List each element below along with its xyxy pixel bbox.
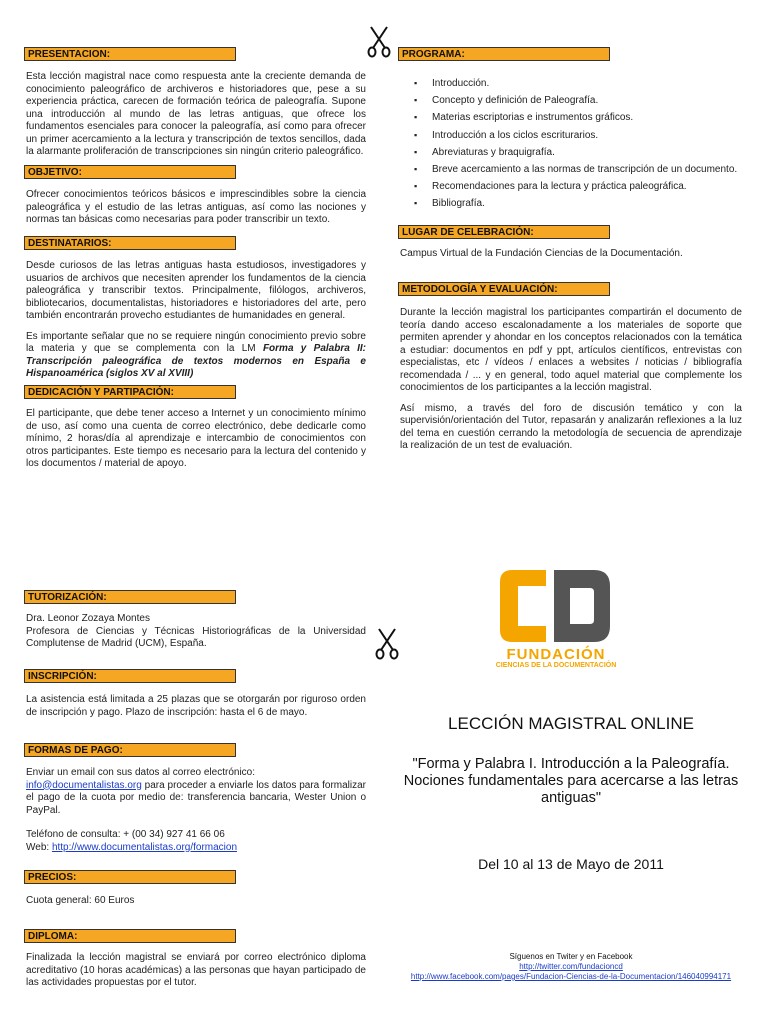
destinatarios-header: DESTINATARIOS:: [24, 236, 236, 250]
programa-item: ▪ Recomendaciones para la lectura y práctica paleográfica.: [398, 178, 748, 195]
social-block: [398, 952, 744, 982]
pago-after-email: para proceder a enviarle los datos para formalizar el pago de la cuota por medio de: transferencia bancaria, Wester Union o PayPal.: [26, 779, 366, 816]
programa-item: ▪ Introducción.: [398, 75, 748, 92]
metodologia-paragraph: Durante la lección magistral los participantes compartirán el documento de teoría dando acceso escalonadamente a los materiales de soporte que permiten aprender y ahondar en los conceptos relacionados con la temática a estudiar: documentos en pdf y ppt, artículos científicos, entrevistas con especialistas, etc / vídeos / enlaces a websites / noticias / bibliografía recomendada / ... y en general, todo aquel material que complemente los conocimientos de los participantes a la lección magistral.: [400, 307, 742, 393]
programa-header: PROGRAMA:: [398, 47, 610, 61]
programa-item: ▪ Bibliografía.: [398, 195, 748, 212]
diploma-text: Finalizada la lección magistral se enviará por correo electrónico diploma acreditativo (10 horas académicas) a las personas que hayan participado de las actividades propuestas por el tutor.: [26, 952, 366, 988]
course-dates: Del 10 al 13 de Mayo de 2011: [478, 856, 664, 872]
inscripcion-header: INSCRIPCIÓN:: [24, 669, 236, 683]
objetivo-text: Ofrecer conocimientos teóricos básicos e imprescindibles sobre la ciencia paleográfica y el estudio de las letras antiguas, así como las nociones y normas tan básicas como necesarias para poder transcribir un texto.: [26, 189, 366, 225]
tutor-name: Dra. Leonor Zozaya Montes: [26, 613, 150, 624]
tutorizacion-header: TUTORIZACIÓN:: [24, 590, 236, 604]
web-link[interactable]: http://www.documentalistas.org/formacion: [51, 841, 238, 853]
presentacion-text: Esta lección magistral nace como respuesta ante la creciente demanda de conocimiento paleográfico de archiveros e historiadores que, pese a su experiencia práctica, carecen de formación teórica de paleografía. Supone una introducción al mundo de las letras antiguas, que ofrece los fundamentos esenciales para conocer la paleografía, así como para ofrecer un primer acercamiento a la lectura y transcripción de textos sencillos, dada la alarmante proliferación de transcripciones sin ningún criterio paleográfico.: [26, 71, 366, 157]
destinatarios-paragraph: Desde curiosos de las letras antiguas hasta estudiosos, investigadores y usuarios de archivos que necesiten aprender los fundamentos de la ciencia paleográfica y transcribir textos. Principalmente, filólogos, archiveros, bibliotecarios, documentalistas, historiadores e historiadores del arte, pero también encontrarán provecho estudiantes de humanidades en general.: [26, 260, 366, 321]
fundacion-logo: [498, 568, 614, 644]
web-line: [26, 842, 366, 855]
twitter-link[interactable]: http://twitter.com/fundacioncd: [519, 962, 623, 971]
course-title: LECCIÓN MAGISTRAL ONLINE: [448, 714, 694, 733]
programa-item: ▪ Breve acercamiento a las normas de transcripción de un documento.: [398, 161, 748, 178]
tutor-description: Profesora de Ciencias y Técnicas Historiográficas de la Universidad Complutense de Madrid (UCM), España.: [26, 625, 366, 649]
objetivo-header: OBJETIVO:: [24, 165, 236, 179]
dedicacion-text: El participante, que debe tener acceso a Internet y un conocimiento mínimo de uso, así como una cuenta de correo electrónico, debe dedicarle como mínimo, 2 horas/día al aprendizaje e intercambio de conocimientos con otros participantes. Este tiempo es necesario para la lectura del contenido y los documentos / material de apoyo.: [26, 408, 366, 469]
inscripcion-text: La asistencia está limitada a 25 plazas que se otorgarán por riguroso orden de inscripción y pago. Plazo de inscripción: hasta el 6 de mayo.: [26, 694, 366, 718]
programa-item: ▪ Abreviaturas y braquigrafía.: [398, 144, 748, 161]
scissors-icon: [374, 626, 400, 660]
programa-list: [398, 75, 748, 213]
precios-text: Cuota general: 60 Euros: [26, 895, 135, 906]
scissors-icon: [366, 24, 392, 58]
presentacion-header: PRESENTACION:: [24, 47, 236, 61]
web-label: Web:: [26, 841, 52, 853]
pago-text: [26, 767, 366, 854]
metodologia-header: METODOLOGÍA Y EVALUACIÓN:: [398, 282, 610, 296]
pago-instructions: [26, 780, 366, 818]
destinatarios-text: [26, 260, 366, 381]
logo-subtitle: CIENCIAS DE LA DOCUMENTACIÓN: [495, 662, 617, 669]
metodologia-paragraph: Así mismo, a través del foro de discusión temático y con la supervisión/orientación del Tutor, repasarán y analizarán reflexiones a la luz del tema en cuestión cerrando la metodología de secuencia de aprendizaje la realización de un test de evaluación.: [400, 402, 742, 451]
social-label: Síguenos en Twiter y en Facebook: [509, 952, 633, 961]
programa-item: ▪ Introducción a los ciclos escriturarios.: [398, 127, 748, 144]
lugar-header: LUGAR DE CELEBRACIÓN:: [398, 225, 610, 239]
programa-item: ▪ Materias escriptorias e instrumentos gráficos.: [398, 109, 748, 126]
note-prefix: Es importante señalar que no se requiere ningún conocimiento previo sobre la materia y que se complementa con la LM: [26, 330, 366, 354]
destinatarios-note: [26, 331, 366, 381]
facebook-link[interactable]: http://www.facebook.com/pages/Fundacion-Ciencias-de-la-Documentacion/146040994171: [410, 972, 732, 981]
tutorizacion-text: [26, 613, 366, 651]
email-link[interactable]: info@documentalistas.org: [26, 779, 142, 791]
pago-line1: Enviar un email con sus datos al correo electrónico:: [26, 767, 256, 778]
pago-header: FORMAS DE PAGO:: [24, 743, 236, 757]
logo-name: FUNDACIÓN: [506, 646, 606, 663]
programa-item: ▪ Concepto y definición de Paleografía.: [398, 92, 748, 109]
precios-header: PRECIOS:: [24, 870, 236, 884]
diploma-header: DIPLOMA:: [24, 929, 236, 943]
course-subtitle: "Forma y Palabra I. Introducción a la Paleografía. Nociones fundamentales para acercarse a las letras antiguas": [403, 756, 739, 806]
dedicacion-header: DEDICACIÓN Y PARTIPACIÓN:: [24, 385, 236, 399]
metodologia-text: [400, 307, 742, 453]
related-course-title: Forma y Palabra II: Transcripción paleográfica de textos modernos en España e Hispanoamérica (siglos XV al XVIII): [26, 343, 366, 379]
lugar-text: Campus Virtual de la Fundación Ciencias de la Documentación.: [400, 248, 683, 259]
telefono: Teléfono de consulta: + (00 34) 927 41 66 06: [26, 829, 225, 840]
